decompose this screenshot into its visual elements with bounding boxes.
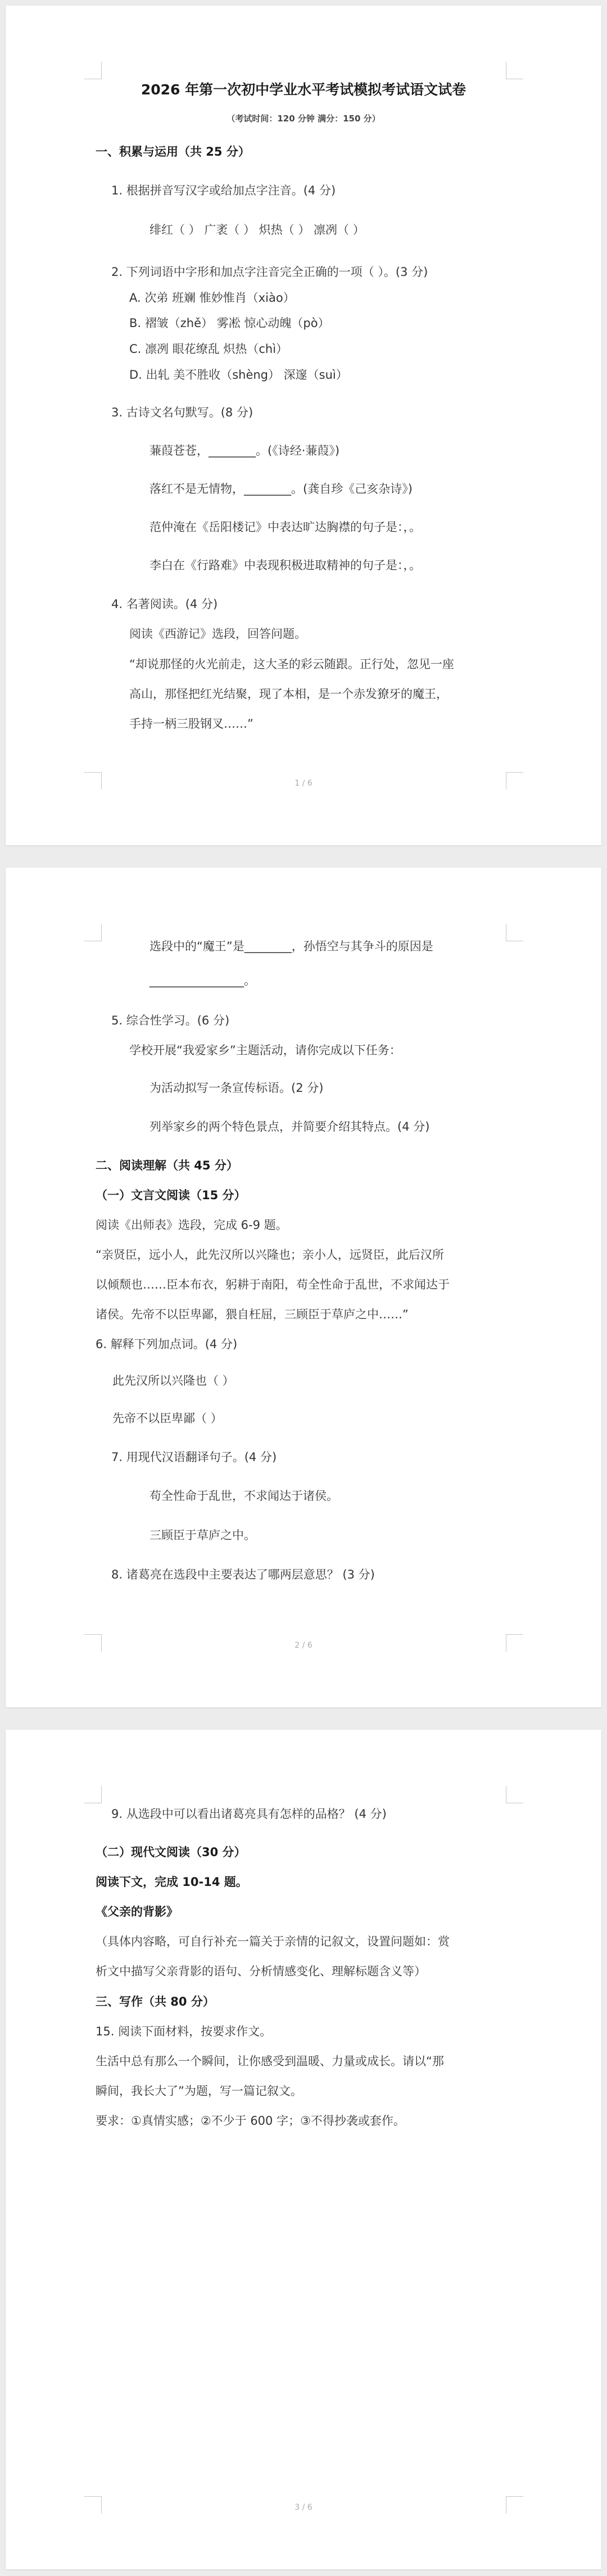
question-2-option-b: B. 褶皱（zhě） 雾凇 惊心动魄（pò）: [129, 316, 330, 330]
question-2-option-d: D. 出轧 美不胜收（shèng） 深邃（suì）: [129, 368, 348, 382]
article-title: 《父亲的背影》: [96, 1905, 178, 1919]
question-7: 7. 用现代汉语翻译句子。(4 分): [111, 1450, 277, 1464]
document-page-2: [6, 868, 601, 1707]
question-9: 9. 从选段中可以看出诸葛亮具有怎样的品格？ (4 分): [111, 1807, 387, 1821]
question-4-intro: 阅读《西游记》选段，回答问题。: [129, 627, 306, 641]
question-3-line-1: 蒹葭苍苍，________。(《诗经·蒹葭》): [150, 444, 340, 457]
question-1-items: 绯红（ ） 广袤（ ） 炽热（ ） 凛冽（ ）: [150, 223, 365, 237]
question-4-passage-line-3: 手持一柄三股钢叉……”: [129, 717, 253, 731]
question-5: 5. 综合性学习。(6 分): [111, 1014, 230, 1027]
question-15-material-line-1: 生活中总有那么一个瞬间，让你感受到温暖、力量或成长。请以“那: [96, 2055, 444, 2068]
question-4-continued-line-1: 选段中的“魔王”是________，孙悟空与其争斗的原因是: [150, 940, 433, 953]
part1-heading: （一）文言文阅读（15 分）: [96, 1189, 246, 1202]
question-15-requirements: 要求：①真情实感；②不少于 600 字；③不得抄袭或套作。: [96, 2114, 405, 2128]
classical-passage-line-1: “亲贤臣，远小人，此先汉所以兴隆也；亲小人，远贤臣，此后汉所: [96, 1248, 444, 1262]
question-3-line-2: 落红不是无情物，________。(龚自珍《己亥杂诗》): [150, 482, 413, 496]
question-1: 1. 根据拼音写汉字或给加点字注音。(4 分): [111, 184, 336, 197]
crop-mark-top-left: [84, 1786, 102, 1803]
classical-passage-line-2: 以倾颓也……臣本布衣，躬耕于南阳，苟全性命于乱世，不求闻达于: [96, 1278, 450, 1291]
section1-heading: 一、积累与运用（共 25 分）: [96, 145, 250, 158]
question-7-sentence-1: 苟全性命于乱世，不求闻达于诸侯。: [150, 1489, 338, 1503]
article-note-line-1: （具体内容略，可自行补充一篇关于亲情的记叙文，设置问题如：赏: [96, 1935, 450, 1948]
part2-intro: 阅读下文，完成 10-14 题。: [96, 1875, 248, 1889]
document-page-3: [6, 1730, 601, 2569]
page-number: 1 / 6: [295, 779, 312, 788]
exam-title: 2026 年第一次初中学业水平考试模拟考试语文试卷: [141, 81, 466, 98]
exam-subtitle: （考试时间：120 分钟 满分：150 分）: [227, 114, 380, 124]
question-6-item-1: 此先汉所以兴隆也（ ）: [112, 1374, 234, 1387]
part1-intro: 阅读《出师表》选段，完成 6-9 题。: [96, 1218, 288, 1232]
crop-mark-top-right: [506, 62, 523, 79]
question-8: 8. 诸葛亮在选段中主要表达了哪两层意思？ (3 分): [111, 1568, 375, 1581]
page-number: 3 / 6: [295, 2503, 312, 2512]
crop-mark-top-left: [84, 62, 102, 79]
question-4-passage-line-2: 高山，那怪把红光结聚，现了本相，是一个赤发獠牙的魔王，: [129, 687, 448, 701]
part2-heading: （二）现代文阅读（30 分）: [96, 1845, 246, 1859]
question-4-continued-line-2: ________________。: [150, 974, 256, 987]
document-page-1: [6, 6, 601, 845]
question-7-sentence-2: 三顾臣于草庐之中。: [150, 1529, 256, 1542]
crop-mark-top-left: [84, 924, 102, 941]
classical-passage-line-3: 诸侯。先帝不以臣卑鄙，猥自枉屈，三顾臣于草庐之中……”: [96, 1308, 409, 1321]
question-6-item-2: 先帝不以臣卑鄙（ ）: [112, 1412, 223, 1425]
question-5-intro: 学校开展“我爱家乡”主题活动，请你完成以下任务：: [129, 1044, 401, 1057]
question-2-option-a: A. 次弟 班斓 惟妙惟肖（xiào）: [129, 291, 295, 305]
question-3-line-4: 李白在《行路难》中表现积极进取精神的句子是：，。: [150, 559, 421, 572]
question-2: 2. 下列词语中字形和加点字注音完全正确的一项（ ）。(3 分): [111, 265, 428, 279]
question-4: 4. 名著阅读。(4 分): [111, 597, 218, 611]
question-15-material-line-2: 瞬间，我长大了”为题，写一篇记叙文。: [96, 2084, 302, 2098]
crop-mark-top-right: [506, 1786, 523, 1803]
question-3-line-3: 范仲淹在《岳阳楼记》中表达旷达胸襟的句子是：，。: [150, 520, 421, 534]
crop-mark-top-right: [506, 924, 523, 941]
section3-heading: 三、写作（共 80 分）: [96, 1995, 215, 2008]
question-5-task-1: 为活动拟写一条宣传标语。(2 分): [150, 1081, 324, 1095]
question-3: 3. 古诗文名句默写。(8 分): [111, 406, 253, 419]
page-number: 2 / 6: [295, 1641, 312, 1650]
question-15: 15. 阅读下面材料，按要求作文。: [96, 2025, 272, 2038]
article-note-line-2: 析文中描写父亲背影的语句、分析情感变化、理解标题含义等）: [96, 1965, 426, 1978]
question-2-option-c: C. 凛冽 眼花缭乱 炽热（chì）: [129, 342, 288, 356]
question-6: 6. 解释下列加点词。(4 分): [96, 1337, 238, 1351]
section2-heading: 二、阅读理解（共 45 分）: [96, 1159, 238, 1172]
question-5-task-2: 列举家乡的两个特色景点，并简要介绍其特点。(4 分): [150, 1120, 430, 1133]
question-4-passage-line-1: “却说那怪的火光前走，这大圣的彩云随跟。正行处，忽见一座: [129, 657, 454, 671]
